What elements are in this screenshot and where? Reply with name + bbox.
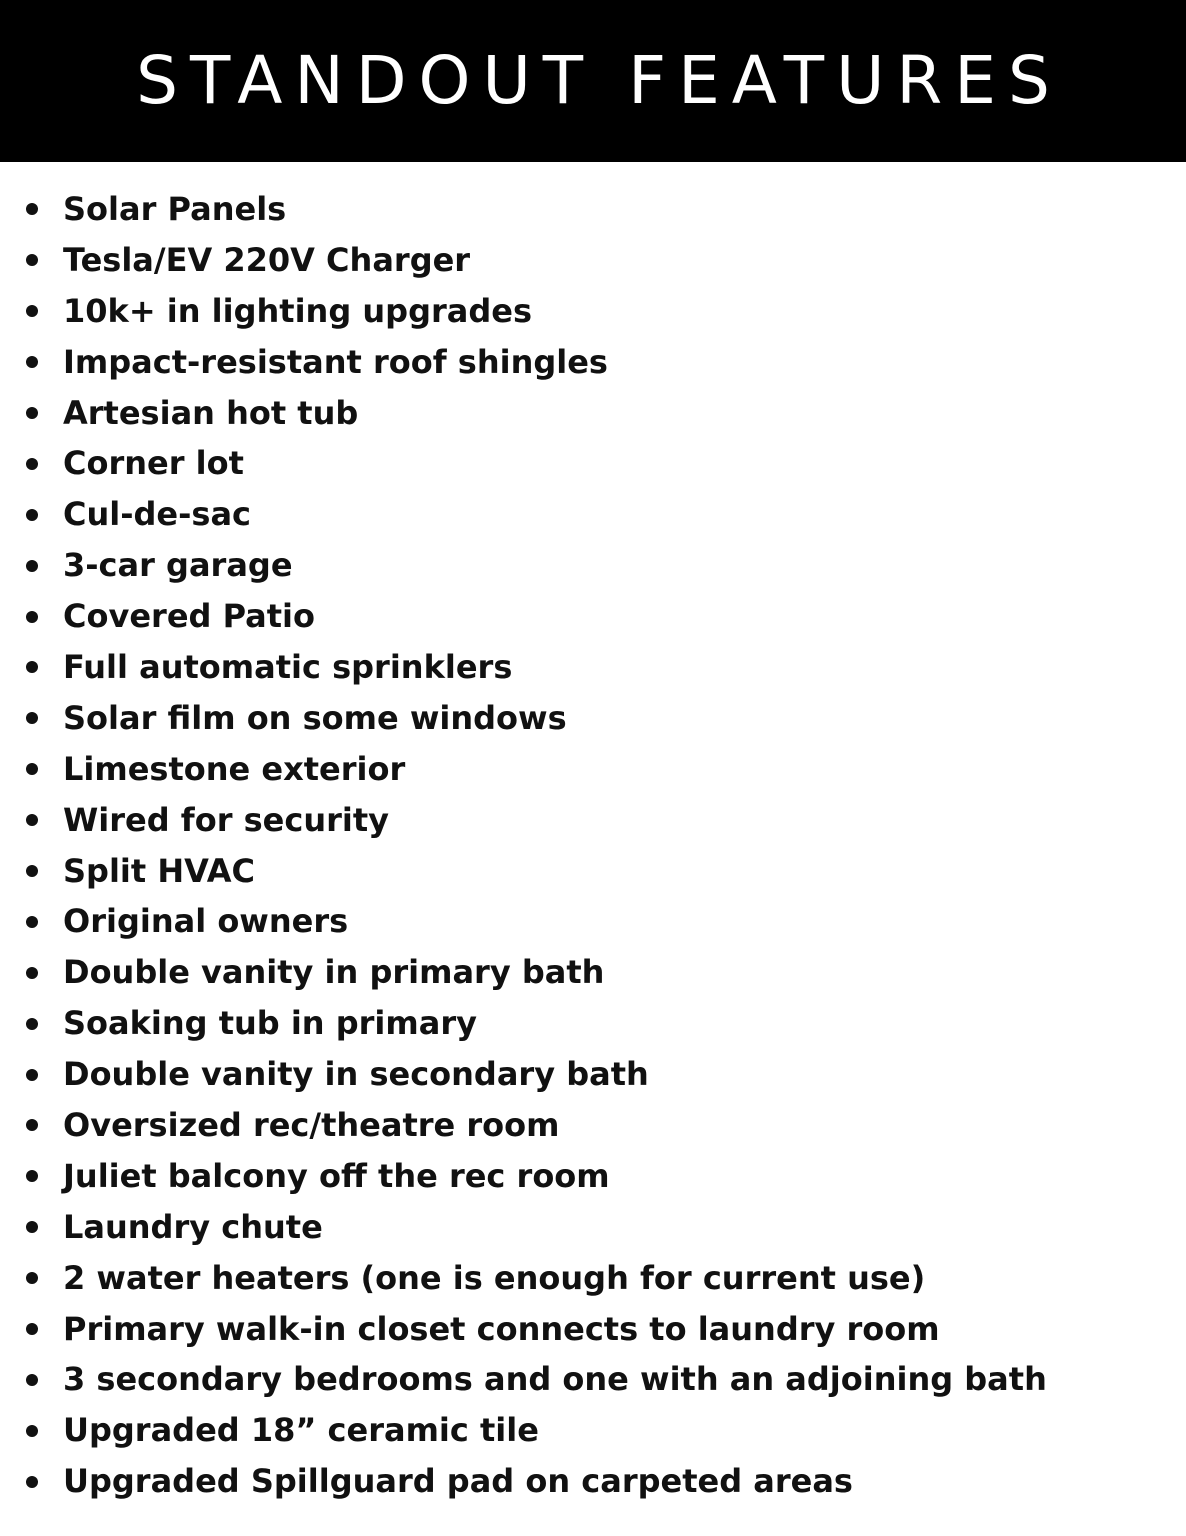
feature-list-item [0, 591, 1186, 642]
feature-list [0, 184, 1186, 1507]
feature-label: Oversized rec/theatre room [63, 1106, 560, 1145]
feature-list-item [0, 1100, 1186, 1151]
feature-list-item [0, 438, 1186, 489]
feature-list-item [0, 1405, 1186, 1456]
feature-list-item [0, 489, 1186, 540]
feature-list-item [0, 1151, 1186, 1202]
feature-label: 2 water heaters (one is enough for current use) [63, 1258, 926, 1297]
feature-list-item [0, 540, 1186, 591]
feature-label: Artesian hot tub [63, 393, 359, 432]
feature-label: Limestone exterior [63, 749, 406, 788]
feature-label: Upgraded 18” ceramic tile [63, 1411, 539, 1450]
feature-label: Juliet balcony off the rec room [63, 1156, 610, 1195]
feature-label: Original owners [63, 902, 349, 941]
header-banner [0, 0, 1186, 162]
bullet-icon [26, 967, 38, 979]
feature-label: 10k+ in lighting upgrades [63, 291, 532, 330]
feature-list-item [0, 795, 1186, 846]
feature-list-item [0, 1253, 1186, 1304]
bullet-icon [26, 661, 38, 673]
feature-list-item [0, 744, 1186, 795]
feature-label: Soaking tub in primary [63, 1004, 477, 1043]
feature-label: Impact-resistant roof shingles [63, 342, 608, 381]
feature-list-item [0, 286, 1186, 337]
page-title: STANDOUT FEATURES [136, 42, 1062, 119]
feature-list-item [0, 184, 1186, 235]
feature-list-item [0, 1456, 1186, 1507]
feature-label: Primary walk-in closet connects to laundry room [63, 1309, 940, 1348]
feature-label: 3 secondary bedrooms and one with an adjoining bath [63, 1360, 1047, 1399]
bullet-icon [26, 763, 38, 775]
feature-list-item [0, 1049, 1186, 1100]
bullet-icon [26, 407, 38, 419]
bullet-icon [26, 916, 38, 928]
feature-label: Upgraded Spillguard pad on carpeted areas [63, 1462, 853, 1501]
feature-label: Double vanity in secondary bath [63, 1055, 649, 1094]
bullet-icon [26, 203, 38, 215]
feature-list-item [0, 947, 1186, 998]
feature-list-item [0, 896, 1186, 947]
feature-label: Covered Patio [63, 597, 315, 636]
feature-label: Tesla/EV 220V Charger [63, 240, 471, 279]
bullet-icon [26, 1425, 38, 1437]
feature-label: Corner lot [63, 444, 244, 483]
bullet-icon [26, 865, 38, 877]
feature-label: Wired for security [63, 800, 390, 839]
bullet-icon [26, 1119, 38, 1131]
feature-label: Double vanity in primary bath [63, 953, 605, 992]
feature-list-item [0, 1304, 1186, 1355]
bullet-icon [26, 560, 38, 572]
feature-list-item [0, 846, 1186, 897]
feature-list-item [0, 1354, 1186, 1405]
feature-label: Laundry chute [63, 1207, 323, 1246]
bullet-icon [26, 1170, 38, 1182]
feature-list-item [0, 642, 1186, 693]
bullet-icon [26, 1221, 38, 1233]
feature-list-item [0, 235, 1186, 286]
bullet-icon [26, 814, 38, 826]
feature-label: Solar Panels [63, 190, 287, 228]
bullet-icon [26, 356, 38, 368]
bullet-icon [26, 1323, 38, 1335]
feature-list-item [0, 998, 1186, 1049]
feature-list-item [0, 693, 1186, 744]
bullet-icon [26, 1272, 38, 1284]
feature-label: Split HVAC [63, 851, 255, 890]
feature-label: Cul-de-sac [63, 495, 252, 534]
feature-label: Solar film on some windows [63, 698, 567, 737]
bullet-icon [26, 611, 38, 623]
feature-list-item [0, 388, 1186, 439]
bullet-icon [26, 509, 38, 521]
bullet-icon [26, 254, 38, 266]
feature-list-item [0, 1202, 1186, 1253]
bullet-icon [26, 1018, 38, 1030]
feature-label: 3-car garage [63, 546, 293, 585]
feature-label: Full automatic sprinklers [63, 648, 513, 687]
bullet-icon [26, 1476, 38, 1488]
bullet-icon [26, 305, 38, 317]
bullet-icon [26, 1069, 38, 1081]
feature-list-item [0, 337, 1186, 388]
bullet-icon [26, 1374, 38, 1386]
bullet-icon [26, 458, 38, 470]
bullet-icon [26, 712, 38, 724]
